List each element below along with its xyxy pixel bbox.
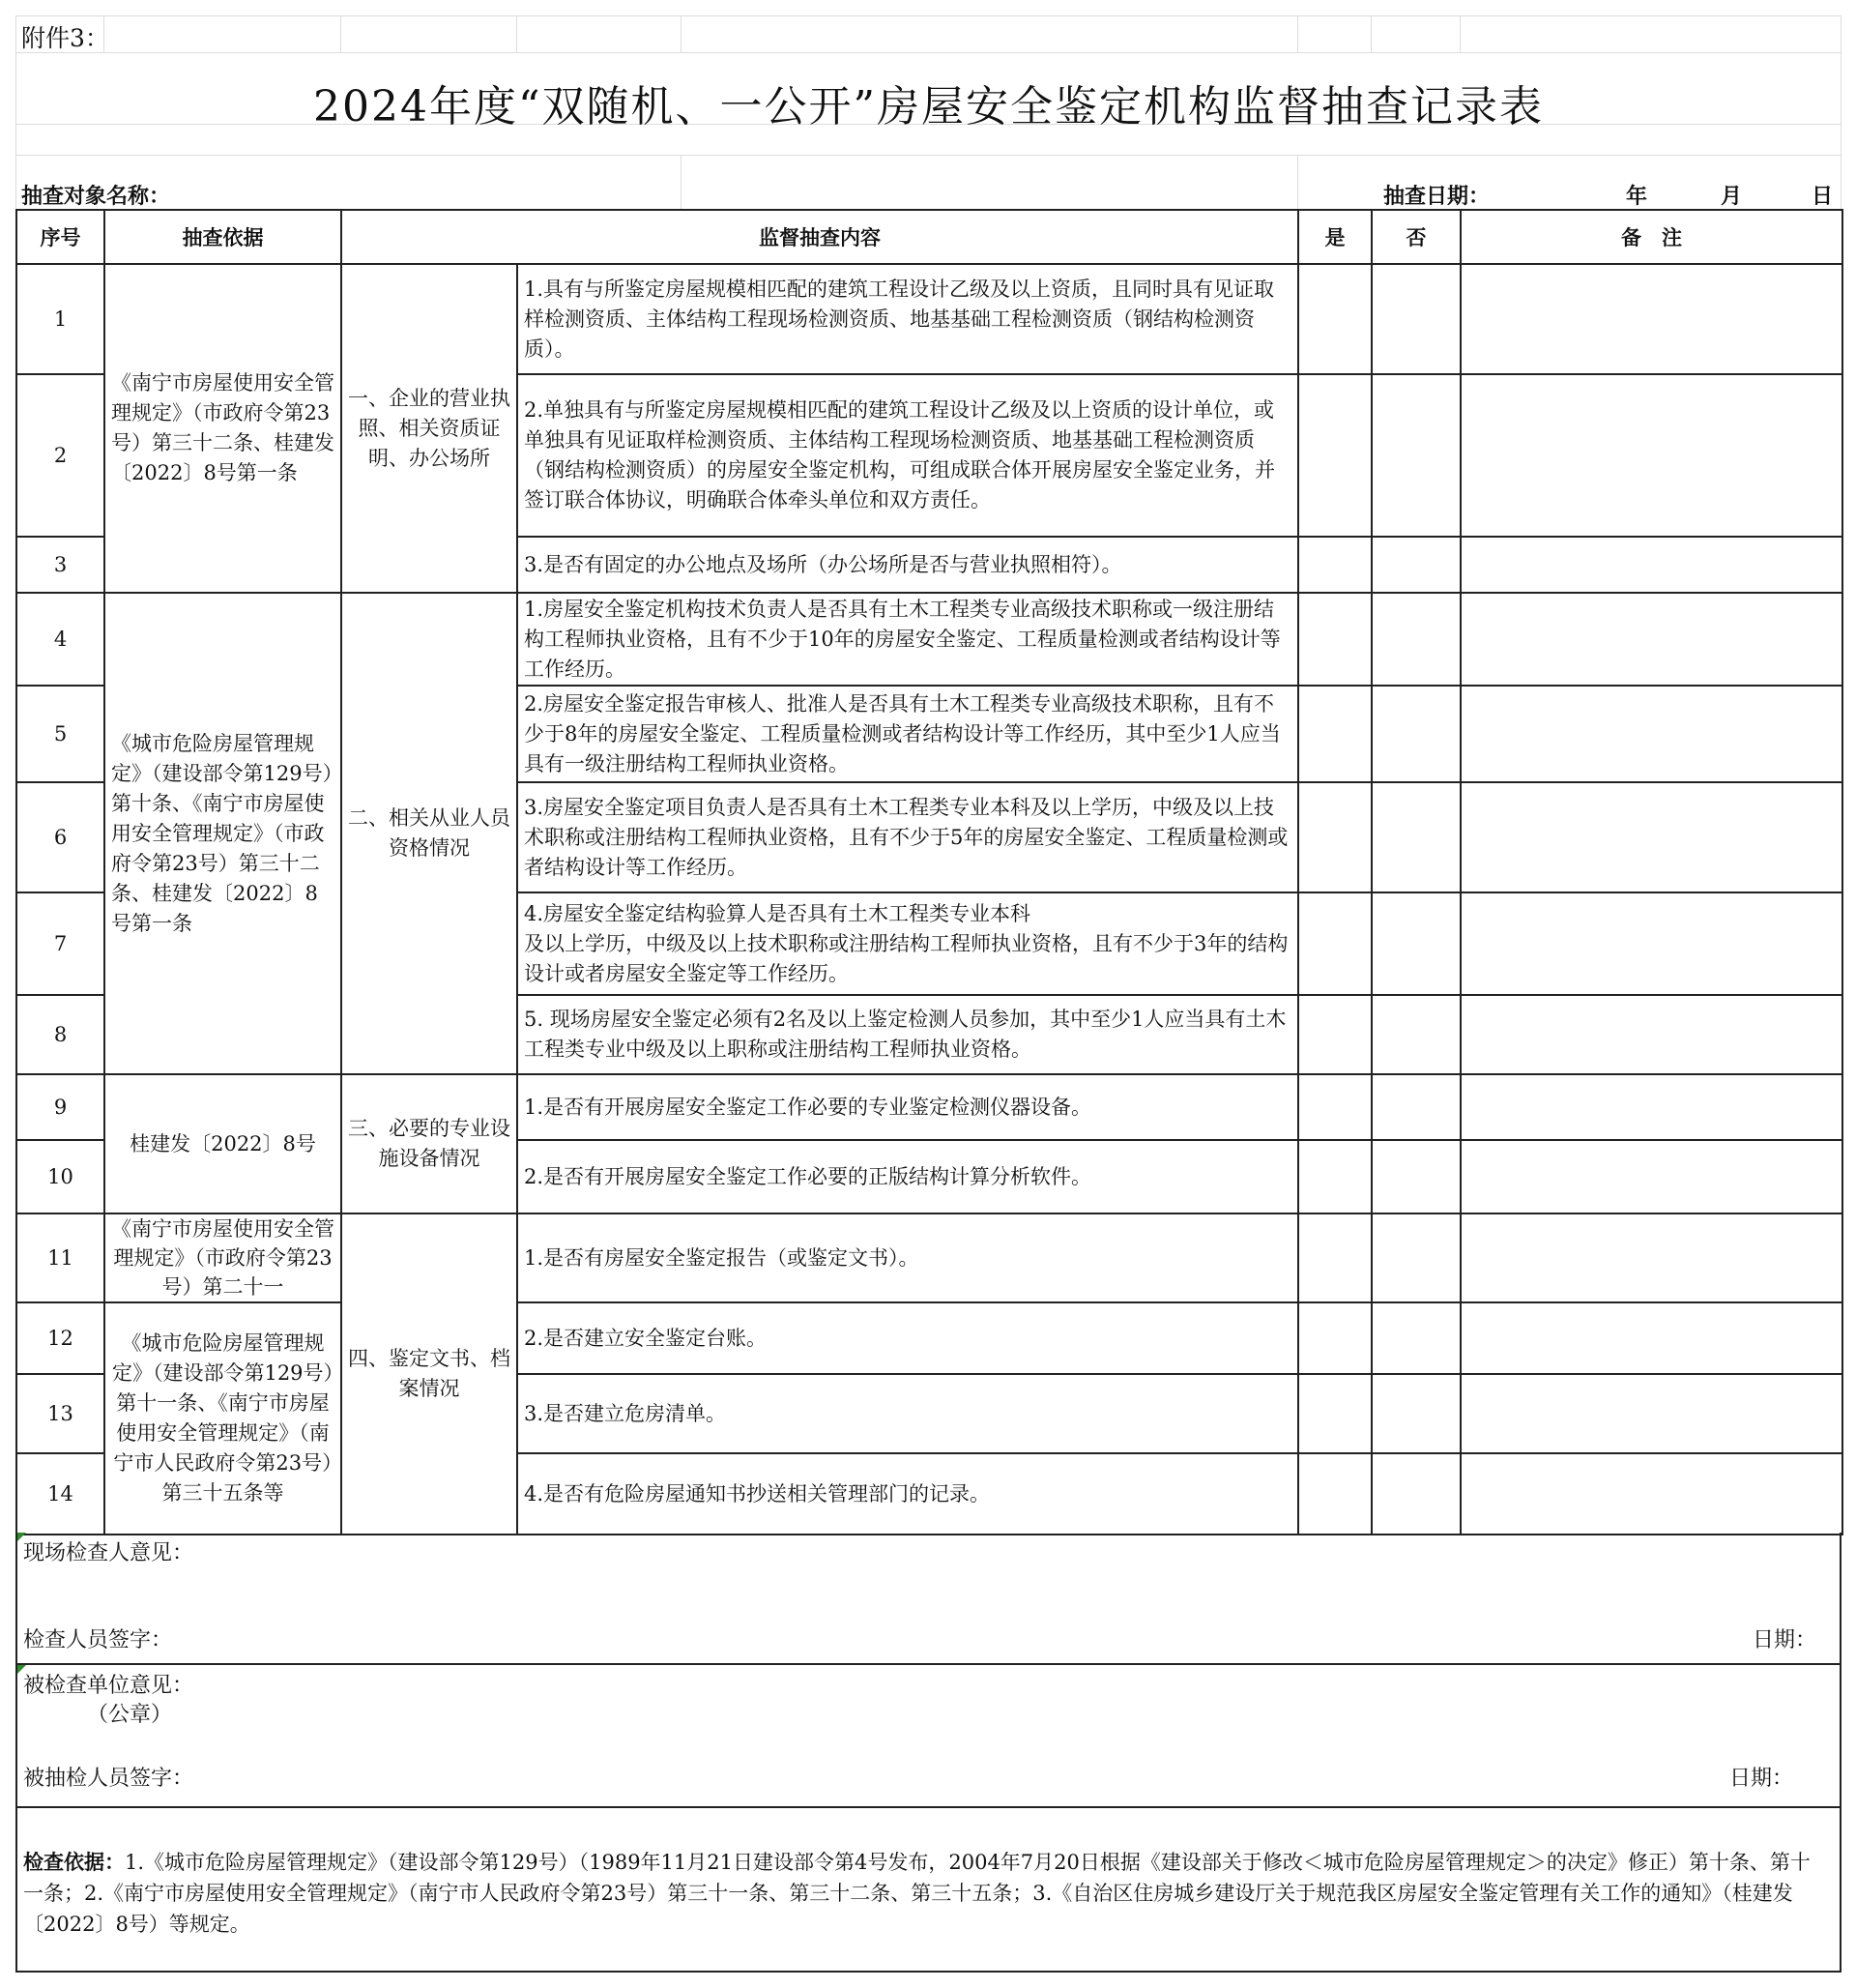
remark-cell[interactable] (1461, 537, 1842, 593)
inspection-basis-cell: 《城市危险房屋管理规定》（建设部令第129号）第十一条、《南宁市房屋使用安全管理规定》（南宁市人民政府令第23号）第三十五条等 (104, 1302, 341, 1535)
no-check-cell[interactable] (1372, 593, 1461, 686)
inspector-opinion-label: 现场检查人意见： (23, 1541, 194, 1565)
record-sheet (15, 15, 1842, 1973)
no-check-cell[interactable] (1372, 1140, 1461, 1213)
row-seq: 13 (16, 1374, 104, 1453)
row-seq: 7 (16, 892, 104, 995)
header-seq: 序号 (16, 210, 104, 264)
remark-cell[interactable] (1461, 1140, 1842, 1213)
table-row (16, 593, 1842, 686)
attachment-label: 附件3： (21, 24, 109, 52)
document-title: 2024年度“双随机、一公开”房屋安全鉴定机构监督抽查记录表 (313, 82, 1544, 132)
content-cell: 1.房屋安全鉴定机构技术负责人是否具有土木工程类专业高级技术职称或一级注册结构工程师执业资格，且有不少于10年的房屋安全鉴定、工程质量检测或者结构设计等工作经历。 (517, 593, 1298, 686)
content-cell: 1.是否有开展房屋安全鉴定工作必要的专业鉴定检测仪器设备。 (517, 1074, 1298, 1140)
no-check-cell[interactable] (1372, 1213, 1461, 1302)
inspected-date-label: 日期： (1729, 1767, 1794, 1791)
yes-check-cell[interactable] (1298, 1374, 1372, 1453)
no-check-cell[interactable] (1372, 537, 1461, 593)
no-check-cell[interactable] (1372, 1453, 1461, 1535)
content-cell: 2.单独具有与所鉴定房屋规模相匹配的建筑工程设计乙级及以上资质的设计单位，或单独具有见证取样检测资质、主体结构工程现场检测资质、地基基础工程检测资质（钢结构检测资质）的房屋安全鉴定机构，可组成联合体开展房屋安全鉴定业务，并签订联合体协议，明确联合体牵头单位和双方责任。 (517, 374, 1298, 537)
inspection-date-label: 抽查日期： (1383, 184, 1491, 209)
row-seq: 6 (16, 782, 104, 892)
table-row (16, 264, 1842, 374)
header-yes: 是 (1298, 210, 1372, 264)
yes-check-cell[interactable] (1298, 1213, 1372, 1302)
no-check-cell[interactable] (1372, 374, 1461, 537)
row-seq: 12 (16, 1302, 104, 1374)
remark-cell[interactable] (1461, 1074, 1842, 1140)
gridline (1297, 15, 1298, 52)
no-check-cell[interactable] (1372, 1074, 1461, 1140)
gridline (516, 15, 517, 52)
yes-check-cell[interactable] (1298, 1140, 1372, 1213)
category-cell: 一、企业的营业执照、相关资质证明、办公场所 (341, 264, 517, 593)
row-seq: 4 (16, 593, 104, 686)
remark-cell[interactable] (1461, 686, 1842, 782)
gridline (340, 15, 341, 52)
no-check-cell[interactable] (1372, 264, 1461, 374)
remark-cell[interactable] (1461, 1302, 1842, 1374)
table-header-row (16, 210, 1842, 264)
content-cell: 2.房屋安全鉴定报告审核人、批准人是否具有土木工程类专业高级技术职称，且有不少于8年的房屋安全鉴定、工程质量检测或者结构设计等工作经历，其中至少1人应当具有一级注册结构工程师执业资格。 (517, 686, 1298, 782)
header-no: 否 (1372, 210, 1461, 264)
no-check-cell[interactable] (1372, 686, 1461, 782)
yes-check-cell[interactable] (1298, 686, 1372, 782)
remark-cell[interactable] (1461, 995, 1842, 1074)
table-row (16, 1213, 1842, 1302)
yes-check-cell[interactable] (1298, 374, 1372, 537)
date-year-label: 年 (1626, 184, 1648, 209)
row-seq: 1 (16, 264, 104, 374)
inspector-date-label: 日期： (1753, 1628, 1817, 1652)
inspection-basis-cell: 《南宁市房屋使用安全管理规定》（市政府令第23号）第三十二条、桂建发〔2022〕8号第一条 (104, 264, 341, 593)
remark-cell[interactable] (1461, 374, 1842, 537)
inspection-object-label: 抽查对象名称： (21, 184, 171, 209)
gridline (1297, 155, 1298, 209)
yes-check-cell[interactable] (1298, 1074, 1372, 1140)
no-check-cell[interactable] (1372, 1302, 1461, 1374)
inspector-signature-label: 检查人员签字： (23, 1628, 173, 1652)
yes-check-cell[interactable] (1298, 1453, 1372, 1535)
gridline (15, 155, 1842, 156)
table-row (16, 1302, 1842, 1374)
category-cell: 二、相关从业人员资格情况 (341, 593, 517, 1074)
footer-basis-label: 检查依据： (23, 1850, 125, 1874)
row-seq: 3 (16, 537, 104, 593)
content-cell: 1.是否有房屋安全鉴定报告（或鉴定文书）。 (517, 1213, 1298, 1302)
remark-cell[interactable] (1461, 1213, 1842, 1302)
content-cell: 4.是否有危险房屋通知书抄送相关管理部门的记录。 (517, 1453, 1298, 1535)
row-seq: 5 (16, 686, 104, 782)
footer-basis-paragraph (23, 1847, 1826, 1940)
gridline (681, 155, 682, 209)
gridline (1460, 15, 1461, 52)
date-day-label: 日 (1812, 184, 1834, 209)
inspection-basis-cell: 《城市危险房屋管理规定》（建设部令第129号）第十条、《南宁市房屋使用安全管理规定》（市政府令第23号）第三十二条、桂建发〔2022〕8号第一条 (104, 593, 341, 1074)
footer-basis-text: 1.《城市危险房屋管理规定》（建设部令第129号）（1989年11月21日建设部令第4号发布，2004年7月20日根据《建设部关于修改＜城市危险房屋管理规定＞的决定》修正）第十条、第十一条；2.《南宁市房屋使用安全管理规定》（南宁市人民政府令第23号）第三十一条、第三十二条、第三十五条；3.《自治区住房城乡建设厅关于规范我区房屋安全鉴定管理有关工作的通知》（桂建发〔2022〕8号）等规定。 (23, 1851, 1811, 1936)
content-cell: 2.是否建立安全鉴定台账。 (517, 1302, 1298, 1374)
official-seal-label: （公章） (87, 1703, 173, 1727)
content-cell: 3.房屋安全鉴定项目负责人是否具有土木工程类专业本科及以上学历，中级及以上技术职称或注册结构工程师执业资格，且有不少于5年的房屋安全鉴定、工程质量检测或者结构设计等工作经历。 (517, 782, 1298, 892)
yes-check-cell[interactable] (1298, 995, 1372, 1074)
inspection-basis-cell: 《南宁市房屋使用安全管理规定》（市政府令第23号）第二十一 (104, 1213, 341, 1302)
row-seq: 11 (16, 1213, 104, 1302)
date-month-label: 月 (1721, 184, 1743, 209)
gridline (15, 15, 1842, 16)
no-check-cell[interactable] (1372, 1374, 1461, 1453)
row-seq: 8 (16, 995, 104, 1074)
inspection-table (15, 209, 1843, 1535)
inspected-signature-label: 被抽检人员签字： (23, 1767, 194, 1791)
content-cell: 2.是否有开展房屋安全鉴定工作必要的正版结构计算分析软件。 (517, 1140, 1298, 1213)
gridline (681, 15, 682, 52)
content-cell: 4.房屋安全鉴定结构验算人是否具有土木工程类专业本科 及以上学历，中级及以上技术职称或注册结构工程师执业资格，且有不少于3年的结构设计或者房屋安全鉴定等工作经历。 (517, 892, 1298, 995)
header-remark: 备 注 (1461, 210, 1842, 264)
content-cell: 5. 现场房屋安全鉴定必须有2名及以上鉴定检测人员参加，其中至少1人应当具有土木工程类专业中级及以上职称或注册结构工程师执业资格。 (517, 995, 1298, 1074)
no-check-cell[interactable] (1372, 995, 1461, 1074)
inspection-basis-cell: 桂建发〔2022〕8号 (104, 1074, 341, 1213)
yes-check-cell[interactable] (1298, 593, 1372, 686)
remark-cell[interactable] (1461, 593, 1842, 686)
category-cell: 三、必要的专业设施设备情况 (341, 1074, 517, 1213)
content-cell: 1.具有与所鉴定房屋规模相匹配的建筑工程设计乙级及以上资质，且同时具有见证取样检测资质、主体结构工程现场检测资质、地基基础工程检测资质（钢结构检测资质）。 (517, 264, 1298, 374)
category-cell: 四、鉴定文书、档案情况 (341, 1213, 517, 1535)
yes-check-cell[interactable] (1298, 892, 1372, 995)
remark-cell[interactable] (1461, 1453, 1842, 1535)
inspector-opinion-section[interactable] (15, 1533, 1842, 1665)
yes-check-cell[interactable] (1298, 1302, 1372, 1374)
row-seq: 14 (16, 1453, 104, 1535)
row-seq: 10 (16, 1140, 104, 1213)
header-basis: 抽查依据 (104, 210, 341, 264)
no-check-cell[interactable] (1372, 892, 1461, 995)
gridline (15, 52, 1842, 53)
content-cell: 3.是否建立危房清单。 (517, 1374, 1298, 1453)
yes-check-cell[interactable] (1298, 264, 1372, 374)
content-cell: 3.是否有固定的办公地点及场所（办公场所是否与营业执照相符）。 (517, 537, 1298, 593)
table-row (16, 1074, 1842, 1140)
yes-check-cell[interactable] (1298, 782, 1372, 892)
header-content: 监督抽查内容 (341, 210, 1298, 264)
yes-check-cell[interactable] (1298, 537, 1372, 593)
row-seq: 2 (16, 374, 104, 537)
remark-cell[interactable] (1461, 782, 1842, 892)
gridline (1371, 15, 1372, 52)
row-seq: 9 (16, 1074, 104, 1140)
inspection-basis-footer (15, 1808, 1842, 1973)
remark-cell[interactable] (1461, 1374, 1842, 1453)
remark-cell[interactable] (1461, 892, 1842, 995)
inspected-opinion-label: 被检查单位意见： (23, 1674, 194, 1698)
no-check-cell[interactable] (1372, 782, 1461, 892)
remark-cell[interactable] (1461, 264, 1842, 374)
inspected-unit-opinion-section[interactable] (15, 1665, 1842, 1808)
